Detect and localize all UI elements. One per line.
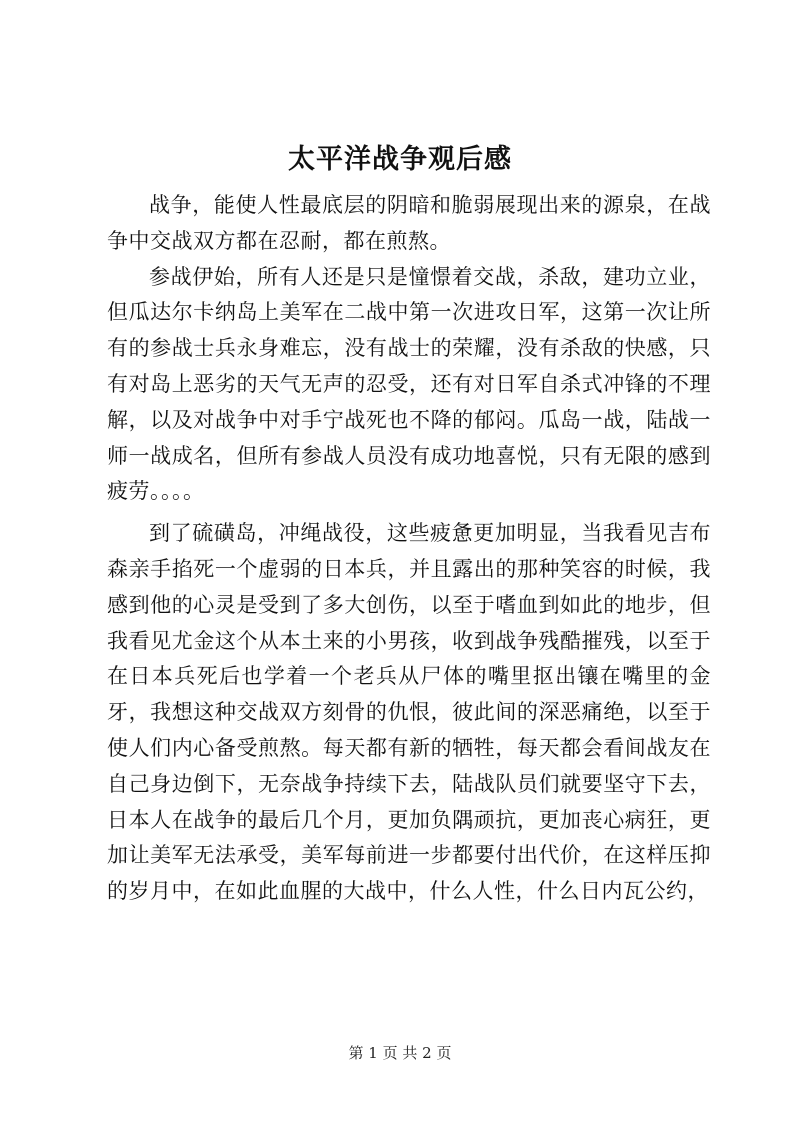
document-title: 太平洋战争观后感 [288,144,512,175]
paragraph-3: 到了硫磺岛，冲绳战役，这些疲惫更加明显，当我看见吉布森亲手掐死一个虚弱的日本兵，并且露出的那种笑容的时候，我感到他的心灵是受到了多大创伤，以至于嗜血到如此的地步，但我看见尤金这个从本土来的小男孩，收到战争残酷摧残，以至于在日本兵死后也学着一个老兵从尸体的嘴里抠出镶在嘴里的金牙，我想这种交战双方刻骨的仇恨，彼此间的深恶痛绝，以至于使人们内心备受煎熬。每天都有新的牺牲，每天都会看间战友在自己身边倒下，无奈战争持续下去，陆战队员们就要坚守下去，日本人在战争的最后几个月，更加负隅顽抗，更加丧心病狂，更加让美军无法承受，美军每前进一步都要付出代价，在这样压抑的岁月中，在如此血腥的大战中，什么人性，什么日内瓦公约， [107,521,711,904]
document-body [107,188,711,910]
paragraph-1: 战争，能使人性最底层的阴暗和脆弱展现出来的源泉，在战争中交战双方都在忍耐，都在煎熬。 [107,193,711,253]
page-footer: 第 1 页 共 2 页 [348,1044,452,1062]
paragraph-2: 参战伊始，所有人还是只是憧憬着交战，杀敌，建功立业，但瓜达尔卡纳岛上美军在二战中第一次进攻日军，这第一次让所有的参战士兵永身难忘，没有战士的荣耀，没有杀敌的快感，只有对岛上恶劣的天气无声的忍受，还有对日军自杀式冲锋的不理解，以及对战争中对手宁战死也不降的郁闷。瓜岛一战，陆战一师一战成名，但所有参战人员没有成功地喜悦，只有无限的感到疲劳。。。。 [107,264,711,504]
